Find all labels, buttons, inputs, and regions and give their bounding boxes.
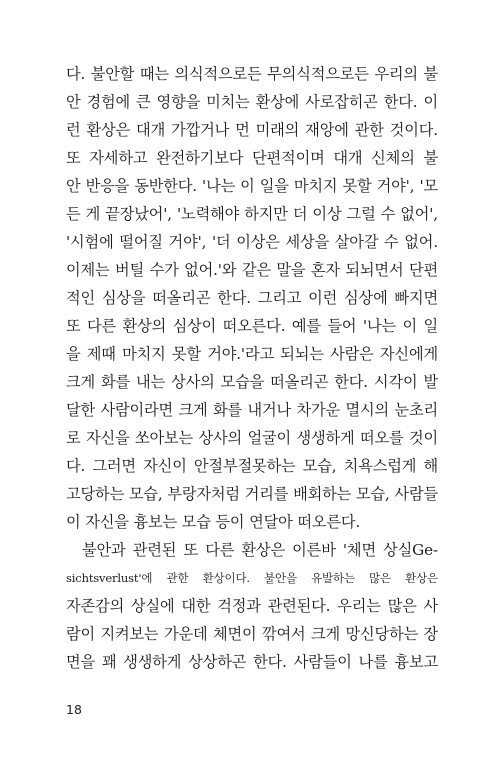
text-line: 안 반응을 동반한다. '나는 이 일을 마치지 못할 거야', '모: [66, 177, 438, 195]
page-number: 18: [66, 702, 82, 717]
text-line: 또 자세하고 완전하기보다 단편적이며 대개 신체의 불: [66, 149, 438, 167]
text-line: 다. 불안할 때는 의식적으로든 무의식적으로든 우리의 불: [66, 65, 438, 83]
text-line: sichtsverlust'에 관한 환상이다. 불안을 유발하는 많은 환상은: [66, 571, 438, 585]
text-line: 면을 꽤 생생하게 상상하곤 한다. 사람들이 나를 흉보고: [66, 653, 438, 671]
text-line: 또 다른 환상의 심상이 떠오른다. 예를 들어 '나는 이 일: [66, 317, 438, 335]
text-line: 을 제때 마치지 못할 거야.'라고 되뇌는 사람은 자신에게: [66, 345, 438, 363]
text-line: 자존감의 상실에 대한 걱정과 관련된다. 우리는 많은 사: [66, 597, 438, 615]
text-line: 로 자신을 쏘아보는 상사의 얼굴이 생생하게 떠오를 것이: [66, 429, 438, 447]
text-line: 든 게 끝장났어', '노력해야 하지만 더 이상 그럴 수 없어',: [66, 205, 438, 223]
text-line: '시험에 떨어질 거야', '더 이상은 세상을 살아갈 수 없어.: [66, 233, 438, 251]
paragraph-first-line: 불안과 관련된 또 다른 환상은 이른바 '체면 상실Ge-: [82, 541, 438, 559]
text-line: 이제는 버틸 수가 없어.'와 같은 말을 혼자 되뇌면서 단편: [66, 261, 438, 279]
text-line: 런 환상은 대개 가깝거나 먼 미래의 재앙에 관한 것이다.: [66, 121, 438, 139]
text-line: 적인 심상을 떠올리곤 한다. 그리고 이런 심상에 빠지면: [66, 289, 438, 307]
text-line: 이 자신을 흉보는 모습 등이 연달아 떠오른다.: [66, 513, 361, 531]
text-line: 크게 화를 내는 상사의 모습을 떠올리곤 한다. 시각이 발: [66, 373, 438, 391]
text-line: 달한 사람이라면 크게 화를 내거나 차가운 멸시의 눈초리: [66, 401, 438, 419]
text-line: 람이 지켜보는 가운데 체면이 깎여서 크게 망신당하는 장: [66, 625, 438, 643]
text-line: 안 경험에 큰 영향을 미치는 환상에 사로잡히곤 한다. 이: [66, 93, 438, 111]
text-line: 다. 그러면 자신이 안절부절못하는 모습, 치욕스럽게 해: [66, 457, 438, 475]
text-line: 고당하는 모습, 부랑자처럼 거리를 배회하는 모습, 사람들: [66, 485, 438, 503]
